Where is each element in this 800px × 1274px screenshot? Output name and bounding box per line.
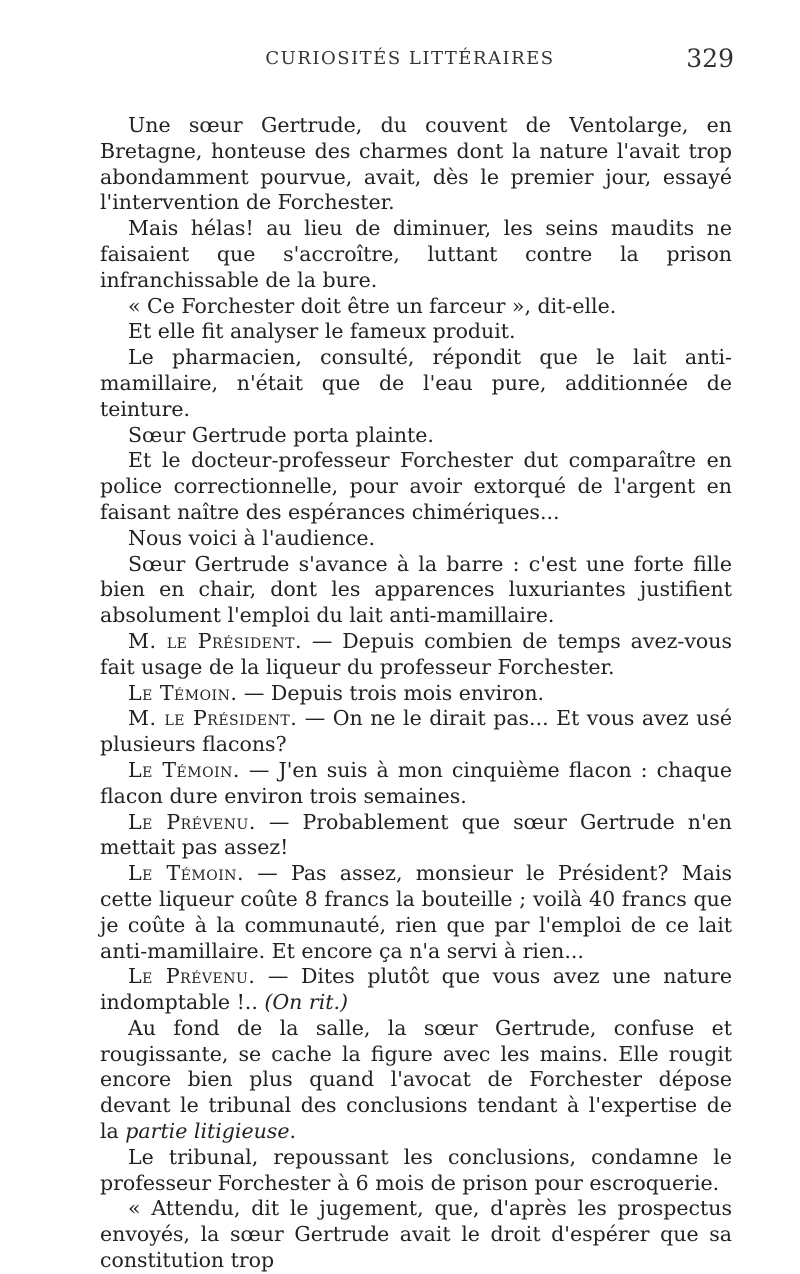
dialogue-line: Le Prévenu. — Probablement que sœur Gertrude n'en mettait pas assez! [100, 809, 732, 860]
dialogue-line: Le Prévenu. — Dites plutôt que vous avez une nature indomptable !.. (On rit.) [100, 964, 732, 1015]
paragraph: Au fond de la salle, la sœur Gertrude, confuse et rougissante, se cache la figure avec les mains. Elle rougit encore bien plus quand l'avocat de Forchester dépose devant le tribunal des conclusions tendant à l'expertise de la partie litigieuse. [100, 1015, 732, 1144]
speaker-name: Le Témoin. [128, 861, 245, 886]
paragraph: Sœur Gertrude s'avance à la barre : c'est une forte fille bien en chair, dont les apparences luxuriantes justifient absolument l'emploi du lait anti-mamillaire. [100, 551, 732, 628]
paragraph: Nous voici à l'audience. [128, 525, 376, 550]
speaker-name: Le Prévenu. [128, 809, 256, 834]
speaker-name: Le Témoin. [128, 757, 240, 782]
page-header [90, 44, 734, 84]
paragraph: Mais hélas! au lieu de diminuer, les seins maudits ne faisaient que s'accroître, luttant contre la prison infranchissable de la bure. [100, 216, 732, 292]
speaker-name: Le Prévenu. [128, 964, 256, 989]
italic-phrase: partie litigieuse [125, 1119, 290, 1144]
stage-direction: (On rit.) [264, 990, 349, 1015]
paragraph: Le tribunal, repoussant les conclusions, condamne le professeur Forchester à 6 mois de prison pour escroquerie. [100, 1144, 732, 1195]
paragraph: Et le docteur-professeur Forchester dut comparaître en police correctionnelle, pour avoir extorqué de l'argent en faisant naître des espérances chimériques... [100, 448, 732, 524]
speaker-name: M. le Président. [128, 628, 302, 653]
speaker-name: Le Témoin. [128, 680, 238, 705]
body-text [100, 113, 732, 1274]
dialogue-line: Le Témoin. — J'en suis à mon cinquième flacon : chaque flacon dure environ trois semaines. [100, 757, 733, 808]
dialogue-line: Le Témoin. — Pas assez, monsieur le Président? Mais cette liqueur coûte 8 francs la bouteille ; voilà 40 francs que je coûte à la communauté, rien que par l'emploi de ce lait anti-mamillaire. Et encore ça n'a servi à rien... [100, 861, 732, 963]
paragraph: Une sœur Gertrude, du couvent de Ventolarge, en Bretagne, honteuse des charmes dont la nature l'avait trop abondamment pourvue, avait, dès le premier jour, essayé l'intervention de Forchester. [100, 113, 732, 215]
paragraph: « Attendu, dit le jugement, que, d'après les prospectus envoyés, la sœur Gertrude avait le droit d'espérer que sa constitution trop [100, 1196, 732, 1273]
paragraph: Et elle fit analyser le fameux produit. [128, 319, 516, 344]
paragraph: « Ce Forchester doit être un farceur », dit-elle. [128, 293, 617, 318]
paragraph: Sœur Gertrude porta plainte. [128, 422, 434, 447]
paragraph: Le pharmacien, consulté, répondit que le lait anti-mamillaire, n'était que de l'eau pure, additionnée de teinture. [100, 345, 732, 421]
dialogue-line: M. le Président. — On ne le dirait pas... Et vous avez usé plusieurs flacons? [100, 706, 733, 757]
dialogue-line: Le Témoin. — Depuis trois mois environ. [128, 680, 545, 705]
running-title: CURIOSITÉS LITTÉRAIRES [265, 48, 555, 69]
dialogue-line: M. le Président. — Depuis combien de temps avez-vous fait usage de la liqueur du professeur Forchester. [100, 628, 732, 679]
page-number: 329 [686, 44, 734, 73]
speaker-name: M. le Président. [128, 706, 298, 731]
